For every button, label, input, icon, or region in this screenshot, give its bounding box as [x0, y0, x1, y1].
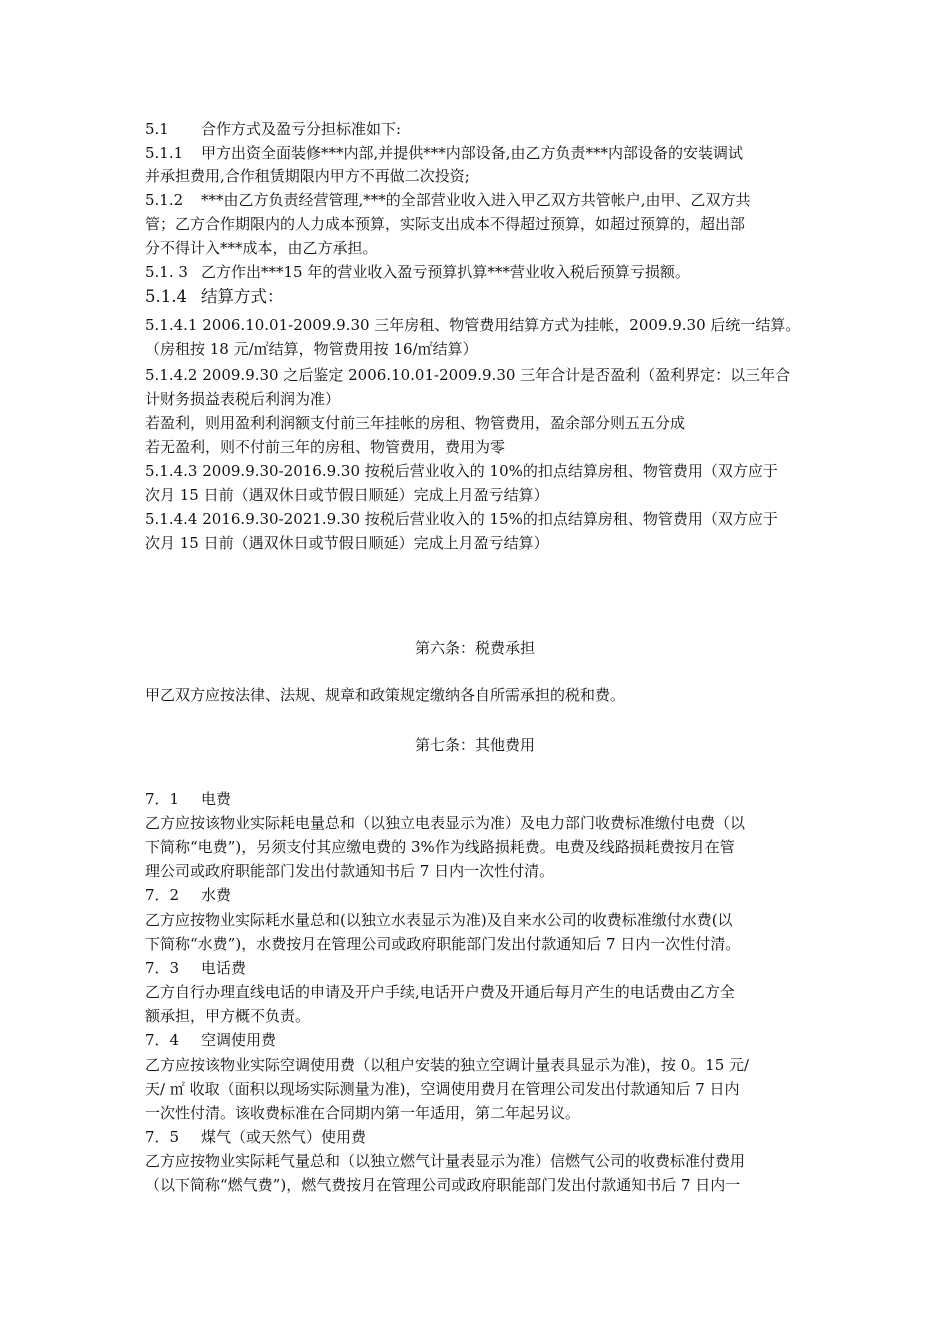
clause-5-1	[145, 118, 401, 142]
clause-7-4	[145, 1029, 276, 1053]
clause-7-1	[145, 788, 231, 812]
clause-number: 5.1.1	[145, 144, 184, 162]
clause-5-1-3	[145, 261, 690, 285]
clause-title: 水费	[201, 886, 232, 904]
clause-number: 5.1.2	[145, 191, 184, 209]
clause-text: 甲方出资全面装修***内部,并提供***内部设备,由乙方负责***内部设备的安装调试	[201, 144, 744, 162]
paragraph-line: 若无盈利，则不付前三年的房租、物管费用，费用为零	[145, 438, 506, 456]
clause-number: 7．1	[145, 790, 180, 808]
clause-5-1-4-1: 5.1.4.1 2006.10.01-2009.9.30 三年房租、物管费用结算方式为挂帐，2009.9.30 后统一结算。	[145, 316, 801, 334]
clause-number: 7．3	[145, 959, 180, 977]
paragraph-line: 乙方应按该物业实际耗电量总和（以独立电表显示为准）及电力部门收费标准缴付电费（以	[145, 814, 746, 832]
paragraph-line: 乙方应按该物业实际空调使用费（以租户安装的独立空调计量表具显示为准)，按 0。15 元/	[145, 1056, 750, 1074]
paragraph-line: 乙方自行办理直线电话的申请及开户手续,电话开户费及开通后每月产生的电话费由乙方全	[145, 983, 735, 1001]
clause-5-1-2	[145, 189, 751, 213]
clause-7-2	[145, 884, 231, 908]
clause-title: 电话费	[201, 959, 247, 977]
article-6-body: 甲乙双方应按法律、法规、规章和政策规定缴纳各自所需承担的税和费。	[145, 686, 626, 704]
clause-text: 结算方式：	[201, 287, 284, 306]
paragraph-line: （房租按 18 元/㎡结算，物管费用按 16/㎡结算）	[145, 340, 478, 358]
clause-number: 5.1	[145, 120, 169, 138]
clause-5-1-4	[145, 285, 284, 309]
clause-text: 乙方作出***15 年的营业收入盈亏预算扒算***营业收入税后预算亏损额。	[201, 263, 690, 281]
paragraph-line: 分不得计入***成本，由乙方承担。	[145, 239, 378, 257]
clause-5-1-4-2: 5.1.4.2 2009.9.30 之后鉴定 2006.10.01-2009.9.30 三年合计是否盈利（盈利界定：以三年合	[145, 366, 791, 384]
article-6-heading: 第六条：税费承担	[414, 639, 535, 657]
paragraph-line: 次月 15 日前（遇双休日或节假日顺延）完成上月盈亏结算）	[145, 534, 549, 552]
paragraph-line: （以下简称“燃气费”)，燃气费按月在管理公司或政府职能部门发出付款通知书后 7 日内一	[145, 1176, 741, 1194]
clause-5-1-4-3: 5.1.4.3 2009.9.30-2016.9.30 按税后营业收入的 10%的扣点结算房租、物管费用（双方应于	[145, 462, 778, 480]
paragraph-line: 管；乙方合作期限内的人力成本预算，实际支出成本不得超过预算，如超过预算的，超出部	[145, 215, 746, 233]
clause-number: 5.1.4	[145, 287, 187, 306]
paragraph-line: 理公司或政府职能部门发出付款通知书后 7 日内一次性付清。	[145, 862, 555, 880]
clause-title: 空调使用费	[201, 1031, 277, 1049]
clause-number: 7．4	[145, 1031, 180, 1049]
clause-number: 5.1. 3	[145, 263, 188, 281]
clause-7-3	[145, 957, 246, 981]
paragraph-line: 若盈利，则用盈利利润额支付前三年挂帐的房租、物管费用，盈余部分则五五分成	[145, 414, 686, 432]
clause-title: 电费	[201, 790, 232, 808]
clause-number: 7．5	[145, 1128, 180, 1146]
paragraph-line: 乙方应按物业实际耗水量总和(以独立水表显示为准)及自来水公司的收费标准缴付水费(以	[145, 911, 733, 929]
clause-7-5	[145, 1126, 366, 1150]
paragraph-line: 下简称“水费”)，水费按月在管理公司或政府职能部门发出付款通知后 7 日内一次性付清。	[145, 935, 741, 953]
clause-title: 煤气（或天然气）使用费	[201, 1128, 367, 1146]
paragraph-line: 乙方应按物业实际耗气量总和（以独立燃气计量表显示为准）信燃气公司的收费标准付费用	[145, 1152, 746, 1170]
paragraph-line: 次月 15 日前（遇双休日或节假日顺延）完成上月盈亏结算）	[145, 486, 549, 504]
clause-text: 合作方式及盈亏分担标准如下:	[201, 120, 402, 138]
clause-5-1-4-4: 5.1.4.4 2016.9.30-2021.9.30 按税后营业收入的 15%的扣点结算房租、物管费用（双方应于	[145, 510, 778, 528]
paragraph-line: 天/ ㎡ 收取（面积以现场实际测量为准)，空调使用费月在管理公司发出付款通知后 7 日内	[145, 1080, 740, 1098]
paragraph-line: 并承担费用,合作租赁期限内甲方不再做二次投资;	[145, 167, 470, 185]
paragraph-line: 额承担，甲方概不负责。	[145, 1007, 311, 1025]
clause-number: 7．2	[145, 886, 180, 904]
paragraph-line: 计财务损益表税后利润为准）	[145, 390, 341, 408]
paragraph-line: 下简称“电费”)，另须支付其应缴电费的 3%作为线路损耗费。电费及线路损耗费按月在管	[145, 838, 735, 856]
clause-5-1-1	[145, 142, 743, 166]
clause-text: ***由乙方负责经营管理,***的全部营业收入进入甲乙双方共管帐户,由甲、乙双方共	[201, 191, 751, 209]
article-7-heading: 第七条：其他费用	[414, 736, 535, 754]
paragraph-line: 一次性付清。该收费标准在合同期内第一年适用，第二年起另议。	[145, 1104, 581, 1122]
